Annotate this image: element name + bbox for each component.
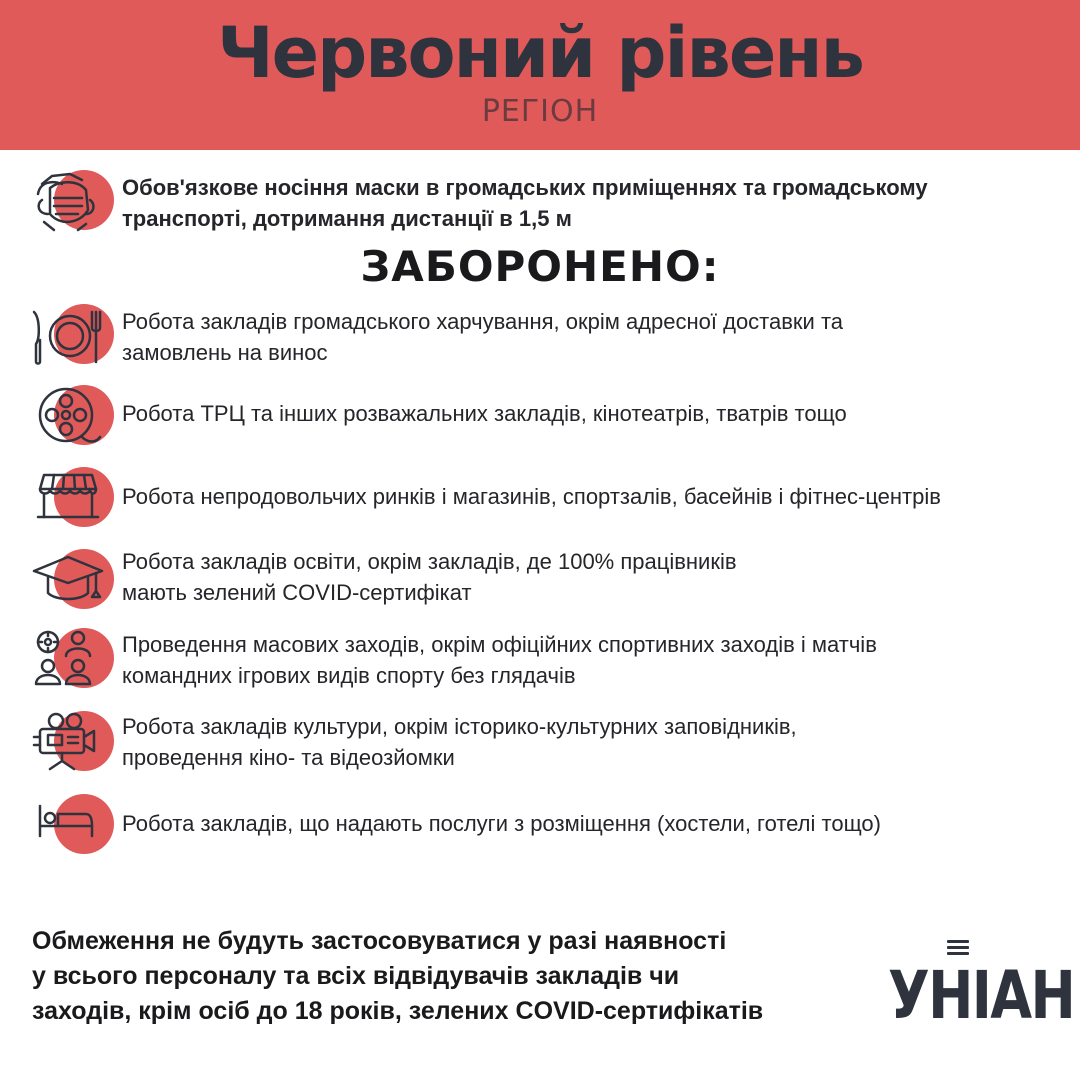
restriction-text-line: командних ігрових видів спорту без глядачів <box>122 663 576 688</box>
footer-note <box>32 924 872 1029</box>
graduation-cap-icon <box>30 549 114 621</box>
mask-rule-line-2: транспорті, дотримання дистанції в 1,5 м <box>122 206 572 231</box>
film-reel-icon <box>30 385 114 457</box>
restriction-text-line: замовлень на винос <box>122 340 328 365</box>
restriction-text-line: Робота закладів культури, окрім історико-культурних заповідників, <box>122 714 797 739</box>
page-title: Червоний рівень <box>217 12 863 94</box>
restriction-text-line: проведення кіно- та відеозйомки <box>122 745 455 770</box>
footer-line: у всього персоналу та всіх відвідувачів закладів чи <box>32 962 680 990</box>
page-subtitle: РЕГІОН <box>481 94 599 129</box>
restriction-text-line: Робота закладів громадського харчування, окрім адресної доставки та <box>122 309 844 334</box>
footer-line: Обмеження не будуть застосовуватися у разі наявності <box>32 927 727 955</box>
banned-heading: ЗАБОРОНЕНО: <box>360 242 720 291</box>
unian-logo <box>888 940 1075 1040</box>
restriction-text-line: Проведення масових заходів, окрім офіційних спортивних заходів і матчів <box>122 632 877 657</box>
footer-line: заходів, крім осіб до 18 років, зелених COVID-сертифікатів <box>32 997 764 1025</box>
restriction-text-line: Робота закладів освіти, окрім закладів, де 100% працівників <box>122 549 737 574</box>
shop-icon <box>30 467 114 539</box>
crowd-ball-icon <box>30 628 114 700</box>
face-mask-icon <box>30 170 114 242</box>
restriction-text-line: Робота непродовольчих ринків і магазинів, спортзалів, басейнів і фітнес-центрів <box>122 484 941 509</box>
dining-plate-icon <box>30 304 114 376</box>
restriction-text-line: Робота закладів, що надають послуги з розміщення (хостели, готелі тощо) <box>122 811 881 836</box>
movie-camera-icon <box>30 711 114 783</box>
mask-rule-line-1: Обов'язкове носіння маски в громадських приміщеннях та громадському <box>122 175 928 200</box>
restriction-text-line: Робота ТРЦ та інших розважальних закладів, кінотеатрів, тватрів тощо <box>122 401 847 426</box>
header-banner <box>0 0 1080 150</box>
bed-icon <box>30 794 114 866</box>
logo-wordmark: УНIAН <box>888 957 1075 1034</box>
restriction-text-line: мають зелений COVID-сертифікат <box>122 580 472 605</box>
